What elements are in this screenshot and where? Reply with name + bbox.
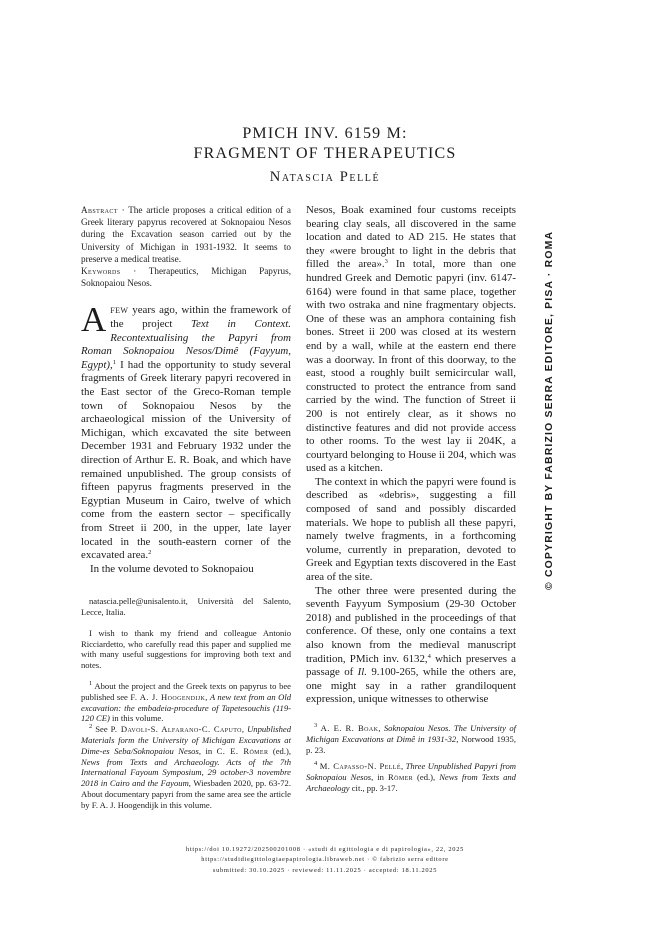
- keywords-label: Keywords: [81, 266, 121, 277]
- text-span: The other three were presented during the seventh Fayyum Symposium (29-30 October 2018) and published in the proceedings of that conference. Of these, only one contains a text also known from the medieval manuscript tradition, PMich inv. 6132,: [306, 584, 516, 665]
- author-ref: A. E. R. Boak: [320, 722, 379, 733]
- body-text-right: [306, 204, 516, 707]
- text-span: years ago, within the framework of the project: [110, 304, 291, 331]
- author-ref: C. E. Römer: [216, 745, 269, 756]
- footnotes-right: [306, 723, 516, 794]
- left-column: [81, 204, 291, 811]
- paragraph-1: [81, 300, 291, 562]
- work-title: Soknopaiou Nesos. The University of Michigan Excavations at Dimê in 1931-32: [306, 722, 517, 744]
- footnote-ref: 3: [384, 258, 388, 266]
- footnotes-left: [81, 596, 291, 810]
- author-ref: Römer: [387, 772, 414, 783]
- work-title: Three Unpublished Papyri from Soknopaiou Nesos: [306, 761, 516, 783]
- keywords: [81, 265, 291, 289]
- footer-doi: https://doi 10.19272/202500201008 · «studi di egittologia e di papirologia», 22, 2025: [185, 846, 464, 853]
- footnote-1: [81, 681, 291, 724]
- text-span: , in: [198, 745, 217, 756]
- footnote-3: [306, 723, 516, 755]
- work-title: A new text from an Old excavation: the embadeia-procedure of Tapetesouchis (119-120 CE): [81, 691, 291, 724]
- work-abbrev: Il.: [357, 666, 367, 679]
- text-span: In total, more than one hundred Greek and Demotic papyri (inv. 6147-6164) were found in that same place, together with two ostraka and nine fragmentary objects. One of these was an amphora containing fish bones. Street ii 200 was closed at its western end by a wall, while at the eastern end there was a doorway. In front of this doorway, to the east, stood a roughly built semicircular wall, constructed to protect the entrance from sand carried by the wind. The function of Street ii 200 is not entirely clear, as it shows no distinctive features and did not provide access to other rooms. To the west lay ii 204K, a courtyard belonging to House ii 204, which was used as a kitchen.: [306, 258, 517, 475]
- footnote-number: 4: [314, 760, 318, 768]
- abstract-text: · The article proposes a critical edition of a Greek literary papyrus recovered at Soknopaiou Nesos during the Excavation season carried out by the University of Michigan in 1931-1932. It seems to preserve a medical treatise.: [81, 205, 291, 264]
- text-span: ,: [110, 358, 113, 371]
- text-span: , in: [371, 772, 388, 783]
- footnote-ref: 1: [112, 358, 117, 366]
- drop-cap: A: [81, 300, 107, 340]
- abstract: [81, 204, 291, 265]
- project-title: Text in Context. Recontextualising the Papyri from Roman Soknopaiou Nesos/Dimê (Fayyum, Egypt): [81, 318, 291, 371]
- text-span: which preserves a passage of: [306, 652, 516, 679]
- footnote-ref: 4: [427, 652, 431, 660]
- copyright-text: © COPYRIGHT BY FABRIZIO SERRA EDITORE, PISA · ROMA: [544, 230, 555, 590]
- text-span: ,: [378, 722, 384, 733]
- footnote-number: 3: [314, 721, 318, 729]
- article-title-line1: PMICH INV. 6159 M:: [242, 125, 408, 142]
- paragraph-2-start: In the volume devoted to Soknopaiou: [90, 562, 254, 575]
- text-span: Nesos, Boak examined four customs receipts bearing clay seals, all discovered in the same location and dated to AD 215. He states that they «were brought to light in the debris that filled the area».: [306, 204, 516, 271]
- text-span: , Wiesbaden 2020, pp. 63-72. About documentary papyri from the same area see the article by F. A. J. Hoogendijk in this volume.: [81, 778, 291, 810]
- text-span: (ed.),: [413, 772, 440, 783]
- author-ref: P. Davoli-S. Alfarano-C. Caputo: [110, 724, 242, 735]
- body-text-left: [81, 300, 291, 576]
- paragraph-other-three: [306, 585, 516, 707]
- author-name: Natascia Pellé: [269, 169, 381, 185]
- text-span: ,: [400, 761, 406, 772]
- footnote-ref: 2: [148, 549, 152, 557]
- work-title: News from Texts and Archaeology. Acts of the 7th International Fayoum Symposium, 29 october-3 novembre 2018 in Cairo and the Fayoum: [81, 756, 291, 789]
- text-span: ,: [205, 691, 210, 702]
- abstract-label: Abstract: [81, 205, 118, 215]
- text-span: cit., pp. 3-17.: [349, 782, 398, 793]
- text-span: See: [92, 724, 111, 735]
- affiliation: natascia.pelle@unisalento.it, Università del Salento, Lecce, Italia.: [81, 596, 291, 618]
- text-span: (ed.),: [268, 745, 292, 756]
- lead-word: few: [110, 304, 129, 317]
- footnote-number: 2: [89, 723, 93, 731]
- article-title-line2: FRAGMENT OF THERAPEUTICS: [193, 145, 457, 162]
- text-span: , Norwood 1935, p. 23.: [306, 733, 516, 755]
- footnote-4: [306, 761, 516, 793]
- author-ref: M. Capasso-N. Pellé: [319, 761, 401, 772]
- text-span: 9.100-265, while the others are, one might say in a rather grandiloquent expression, unique witnesses to otherwise: [306, 666, 516, 706]
- text-span: ,: [241, 724, 248, 735]
- paragraph-context: The context in which the papyri were found is described as «debris», suggesting a fill composed of sand and possibly discarded materials. We hope to publish all these papyri, namely twelve fragments, in a forthcoming volume, currently in preparation, devoted to Greek and Egyptian texts discovered in the East area of the site.: [306, 475, 516, 584]
- paragraph-continued: [306, 204, 516, 476]
- footnote-number: 1: [89, 680, 93, 688]
- author-ref: F. A. J. Hoogendijk: [130, 691, 206, 702]
- acknowledgement: I wish to thank my friend and colleague Antonio Ricciardetto, who carefully read this paper and supplied me with many useful suggestions for improving both text and notes.: [81, 627, 291, 671]
- work-title: Unpublished Materials form the University of Michigan Excavations at Dime-es Seba/Soknopaiou Nesos: [81, 724, 291, 756]
- footnote-2: [81, 724, 291, 810]
- text-span: About the project and the Greek texts on papyrus to bee published see: [81, 681, 291, 702]
- work-title: News from Texts and Archaeology: [306, 772, 516, 793]
- text-span: in this volume.: [109, 713, 164, 724]
- right-column: [306, 204, 516, 794]
- footer-site: https://studidiegittologiaepapirologia.libraweb.net · © fabrizio serra editore: [201, 856, 449, 863]
- text-span: I had the opportunity to study several fragments of Greek literary papyri recovered in the East sector of the Greco-Roman temple town of Soknopaiou Nesos by the archaeological mission of the University of Michigan, which excavated the site between December 1931 and February 1932 under the direction of Arthur E. R. Boak, and which have remained unpublished. The group consists of fifteen papyrus fragments preserved in the Egyptian Museum in Cairo, twelve of which come from the eastern sector – specifically from Street ii 200, in the upper, late layer located in the south-eastern corner of the excavated area.: [81, 358, 291, 562]
- footer-dates: submitted: 30.10.2025 · reviewed: 11.11.2025 · accepted: 18.11.2025: [212, 867, 438, 874]
- keywords-text: · Therapeutics, Michigan Papyrus, Soknopaiou Nesos.: [81, 266, 291, 289]
